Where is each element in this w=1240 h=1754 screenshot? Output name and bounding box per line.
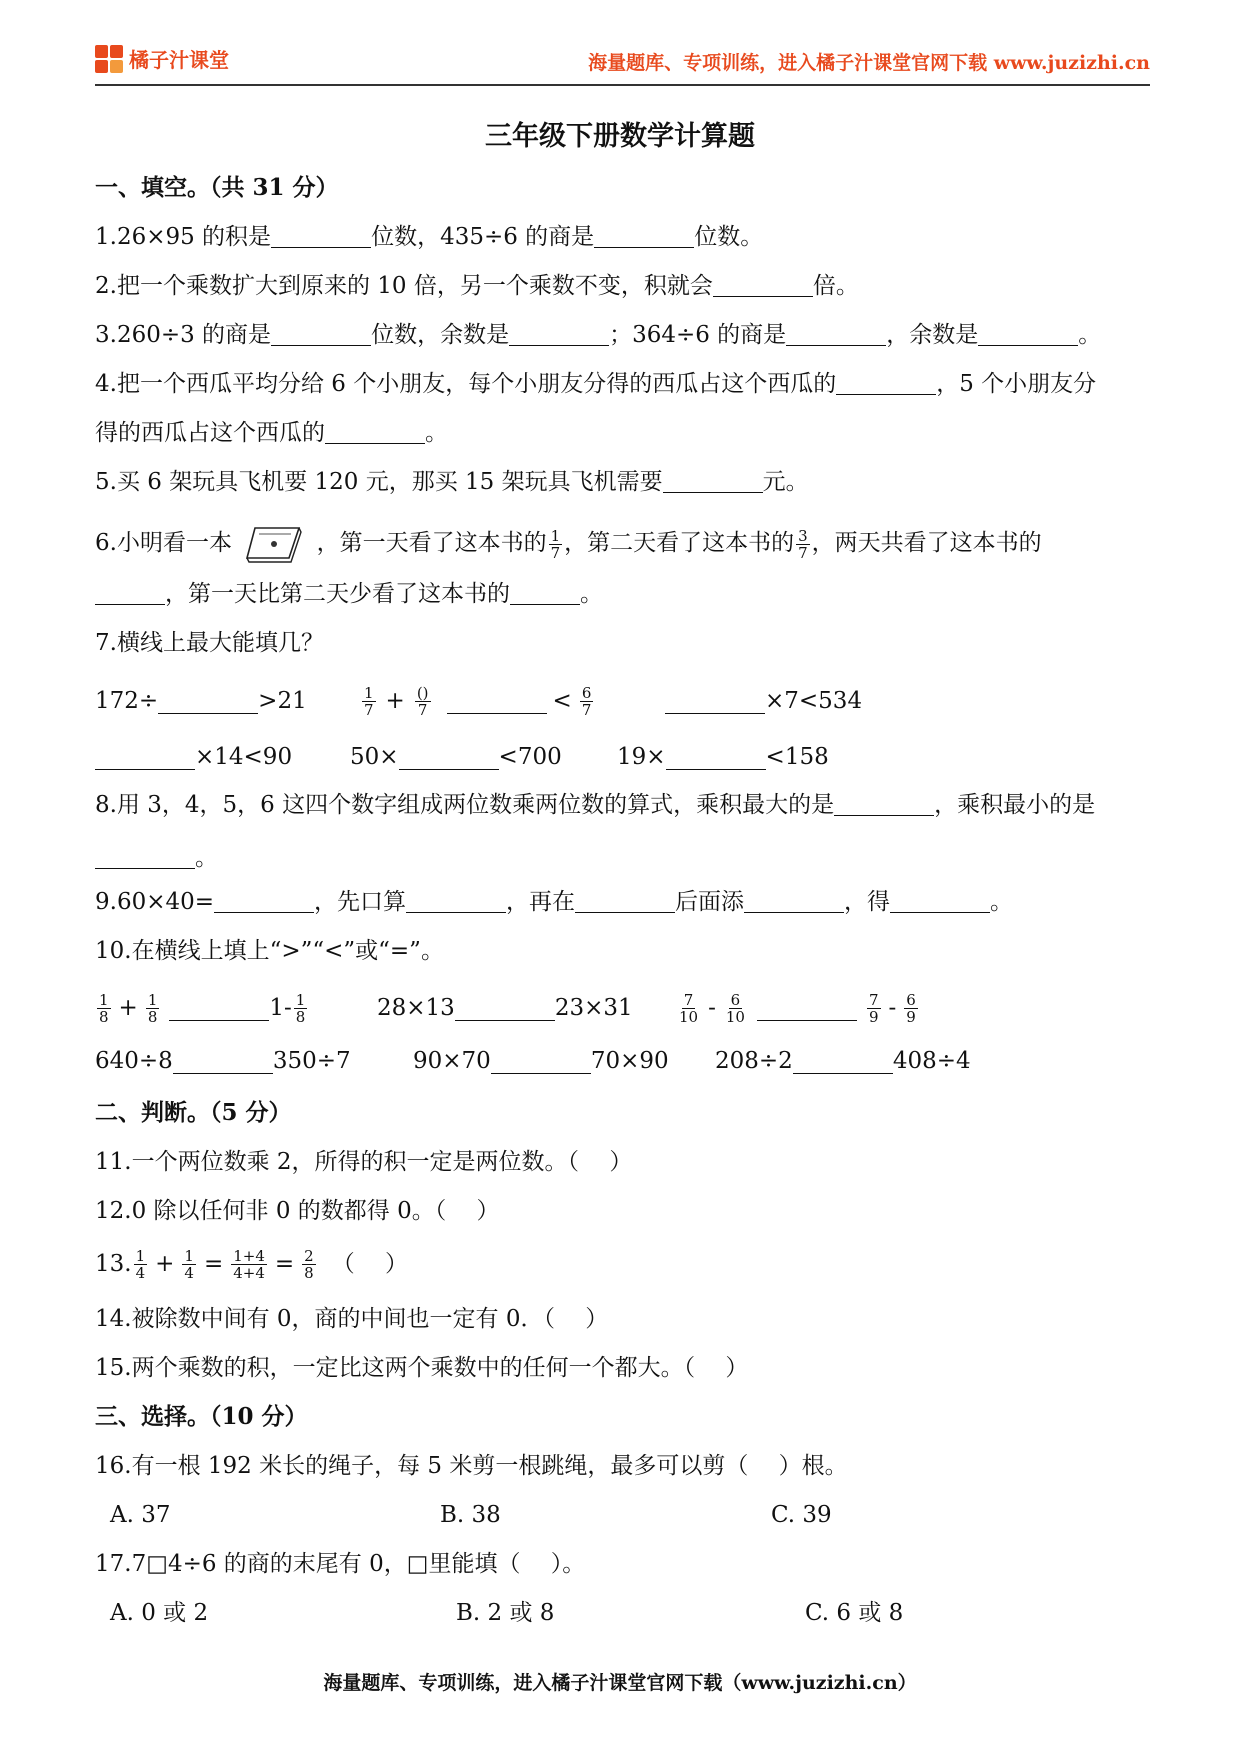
fraction: $\frac{()}{7}$ xyxy=(416,683,429,719)
option-c[interactable]: C. 39 xyxy=(771,1502,832,1528)
option-b[interactable]: B. 38 xyxy=(440,1502,501,1528)
question-14: 14.被除数中间有 0，商的中间也一定有 0．（ ） xyxy=(95,1306,609,1332)
section-heading-judge: 二、判断。（5 分） xyxy=(95,1099,292,1126)
answer-blank[interactable] xyxy=(713,272,813,297)
question-7: 7.横线上最大能填几？ xyxy=(95,630,324,656)
book-icon xyxy=(245,524,303,564)
header-slogan: 海量题库、专项训练，进入橘子汁课堂官网下载 www.juzizhi.cn xyxy=(588,52,1150,74)
fraction: $\frac{1}{7}$ xyxy=(364,683,374,719)
fraction: $\frac{6}{7}$ xyxy=(581,683,592,719)
question-4: 4.把一个西瓜平均分给 6 个小朋友，每个小朋友分得的西瓜占这个西瓜的 ，5 个小朋友分 xyxy=(95,371,1097,397)
fraction: $\frac{6}{9}$ xyxy=(906,990,916,1026)
fraction: $\frac{1}{8}$ xyxy=(99,990,109,1026)
section-heading-fill: 一、填空。（共 31 分） xyxy=(95,174,339,201)
question-4-cont: 得的西瓜占这个西瓜的 。 xyxy=(95,420,448,446)
logo-icon xyxy=(95,45,123,73)
option-b[interactable]: B. 2 或 8 xyxy=(456,1600,555,1626)
answer-blank[interactable] xyxy=(890,888,990,913)
fraction: $\frac{1}{8}$ xyxy=(147,990,158,1026)
answer-blank[interactable] xyxy=(455,996,555,1021)
answer-blank[interactable] xyxy=(214,888,314,913)
question-16: 16.有一根 192 米长的绳子，每 5 米剪一根跳绳，最多可以剪（ ）根。 xyxy=(95,1453,848,1479)
answer-blank[interactable] xyxy=(665,689,765,714)
fraction: $\frac{1+4}{4+4}$ xyxy=(233,1246,265,1282)
fraction: $\frac{6}{10}$ xyxy=(725,990,745,1026)
section-heading-choice: 三、选择。（10 分） xyxy=(95,1403,308,1430)
answer-blank[interactable] xyxy=(491,1049,591,1074)
answer-blank[interactable] xyxy=(95,844,195,869)
question-1: 1.26×95 的积是 位数，435÷6 的商是 位数。 xyxy=(95,224,764,250)
question-6-cont: ，第一天比第二天少看了这本书的 。 xyxy=(95,578,603,610)
answer-blank[interactable] xyxy=(744,888,844,913)
answer-bracket[interactable]: （ ） xyxy=(331,1251,409,1277)
option-a[interactable]: A. 0 或 2 xyxy=(110,1600,209,1626)
answer-blank[interactable] xyxy=(169,996,269,1021)
answer-blank[interactable] xyxy=(271,223,371,248)
answer-blank[interactable] xyxy=(757,996,857,1021)
question-5: 5.买 6 架玩具飞机要 120 元，那买 15 架玩具飞机需要 元。 xyxy=(95,469,809,495)
fraction: $\frac{3}{7}$ xyxy=(798,526,808,562)
fraction: $\frac{1}{4}$ xyxy=(135,1246,146,1282)
question-2: 2.把一个乘数扩大到原来的 10 倍，另一个乘数不变，积就会 倍。 xyxy=(95,273,859,299)
answer-blank[interactable] xyxy=(793,1049,893,1074)
fraction: $\frac{1}{8}$ xyxy=(295,990,306,1026)
question-15: 15.两个乘数的积，一定比这两个乘数中的任何一个都大。（ ） xyxy=(95,1355,749,1381)
answer-blank[interactable] xyxy=(663,468,763,493)
answer-blank[interactable] xyxy=(158,689,258,714)
page-title: 三年级下册数学计算题 xyxy=(485,121,755,152)
answer-blank[interactable] xyxy=(834,791,934,816)
answer-blank[interactable] xyxy=(786,321,886,346)
answer-blank[interactable] xyxy=(836,370,936,395)
question-10: 10.在横线上填上“>”“<”或“=”。 xyxy=(95,938,444,964)
answer-blank[interactable] xyxy=(509,321,609,346)
question-9: 9.60×40= ，先口算 ，再在 后面添 ，得 。 xyxy=(95,889,1014,915)
question-12: 12.0 除以任何非 0 的数都得 0。（ ） xyxy=(95,1198,500,1224)
answer-blank[interactable] xyxy=(594,223,694,248)
option-a[interactable]: A. 37 xyxy=(110,1502,171,1528)
fraction: $\frac{7}{9}$ xyxy=(868,990,879,1026)
fraction: $\frac{1}{7}$ xyxy=(550,526,561,562)
question-8-cont: 。 xyxy=(95,842,218,874)
fraction: $\frac{1}{4}$ xyxy=(184,1246,194,1282)
question-8: 8.用 3，4，5，6 这四个数字组成两位数乘两位数的算式，乘积最大的是 ，乘积最小的是 xyxy=(95,792,1096,818)
answer-blank[interactable] xyxy=(447,689,547,714)
fraction: $\frac{7}{10}$ xyxy=(679,990,699,1026)
question-6: 6.小明看一本 ，第一天看了这本书的 $\frac{1}{7}$ ，第二天看了这本书的 $\frac{3}{7}$ ，两天共看了这本书的 xyxy=(95,521,1042,565)
brand-logo xyxy=(95,44,229,73)
answer-blank[interactable] xyxy=(399,745,499,770)
option-c[interactable]: C. 6 或 8 xyxy=(805,1600,904,1626)
answer-blank[interactable] xyxy=(95,745,195,770)
question-17: 17.7□4÷6 的商的末尾有 0，□里能填（ ）。 xyxy=(95,1551,586,1577)
logo-text: 橘子汁课堂 xyxy=(129,48,229,72)
page-footer: 海量题库、专项训练，进入橘子汁课堂官网下载（www.juzizhi.cn） xyxy=(323,1672,917,1694)
answer-blank[interactable] xyxy=(271,321,371,346)
answer-blank[interactable] xyxy=(325,419,425,444)
question-3: 3.260÷3 的商是 位数，余数是 ；364÷6 的商是 ，余数是 。 xyxy=(95,322,1102,348)
answer-blank[interactable] xyxy=(510,580,580,605)
answer-blank[interactable] xyxy=(406,888,506,913)
fraction: $\frac{2}{8}$ xyxy=(304,1246,314,1282)
answer-blank[interactable] xyxy=(173,1049,273,1074)
page-header xyxy=(95,36,1150,86)
answer-blank[interactable] xyxy=(666,745,766,770)
question-11: 11.一个两位数乘 2，所得的积一定是两位数。（ ） xyxy=(95,1149,633,1175)
answer-blank[interactable] xyxy=(978,321,1078,346)
answer-blank[interactable] xyxy=(575,888,675,913)
answer-blank[interactable] xyxy=(95,580,165,605)
